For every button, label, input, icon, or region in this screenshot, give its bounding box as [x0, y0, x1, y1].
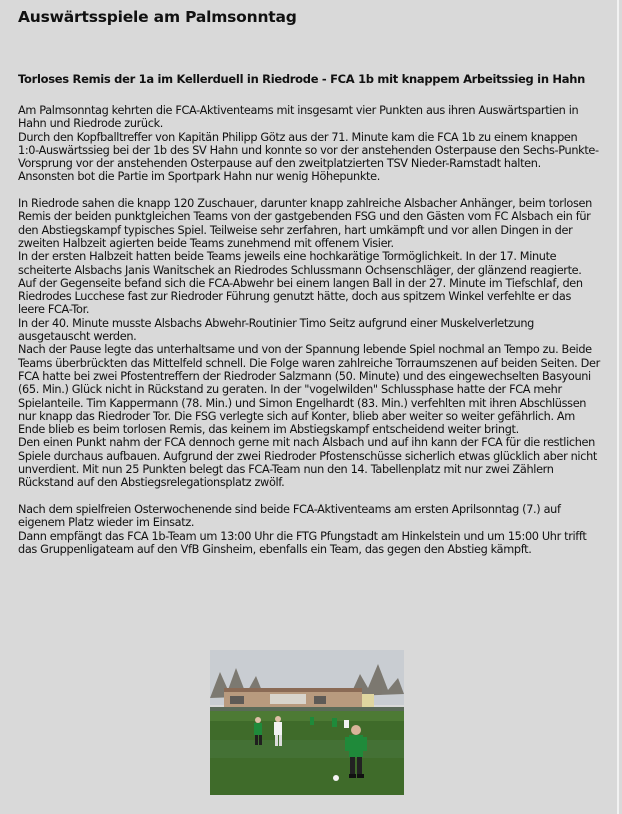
paragraph: Den einen Punkt nahm der FCA dennoch gerne mit nach Alsbach und auf ihn kann der FCA für die restlichen Spiele durchaus aufbauen. Aufgrund der zwei Riedroder Pfostenschüsse sicherlich etwas glücklich aber nicht unverdient. Mit nun 25 Punkten belegt das FCA-Team nun den 14. Tabellenplatz mit nur zwei Zählern Rückstand auf den Abstiegsrelegationsplatz zwölf.	[18, 436, 597, 490]
paragraph: Am Palmsonntag kehrten die FCA-Aktiventeams mit insgesamt vier Punkten aus ihren Auswärtspartien in Hahn und Riedrode zurück.	[18, 104, 579, 131]
paragraph: In Riedrode sahen die knapp 120 Zuschauer, darunter knapp zahlreiche Alsbacher Anhänger, beim torlosen Remis der beiden punktgleichen Teams von der gastgebenden FSG und den Gästen vom FC Alsbach ein für den Abstiegskampf typisches Spiel. Teilweise sehr zerfahren, hart umkämpft und vor allen Dingen in der zweiten Halbzeit agierten beide Teams zunehmend mit offenem Visier.	[18, 197, 592, 250]
paragraph: Nach dem spielfreien Osterwochenende sind beide FCA-Aktiventeams am ersten Aprilsonntag (7.) auf eigenem Platz wieder im Einsatz.	[18, 502, 561, 530]
paragraph-gap	[18, 184, 600, 197]
page-title: Auswärtsspiele am Palmsonntag	[18, 8, 297, 26]
paragraph: Durch den Kopfballtreffer von Kapitän Philipp Götz aus der 71. Minute kam die FCA 1b zu einem knappen 1:0-Auswärtssieg bei der 1b des SV Hahn und konnte so vor der anstehenden Osterpause den Sechs-Punkte-Vorsprung vor der anstehenden Osterpause auf den zweitplatzierten TSV Nieder-Ramstadt halten. Ansonsten bot die Partie im Sportpark Hahn nur wenig Höhepunkte.	[18, 130, 599, 184]
paragraph: In der ersten Halbzeit hatten beide Teams jeweils eine hochkarätige Tormöglichkeit. In der 17. Minute scheiterte Alsbachs Janis Wanitschek an Riedrodes Schlussmann Ochsenschläger, der glänzend reagierte. Auf der Gegenseite befand sich die FCA-Abwehr bei einem langen Ball in der 27. Minute im Tiefschlaf, den Riedrodes Lucchese fast zur Riedroder Führung genutzt hätte, doch aus spitzem Winkel verfehlte er das leere FCA-Tor.	[18, 250, 583, 317]
article-subtitle: Torloses Remis der 1a im Kellerduell in Riedrode - FCA 1b mit knappem Arbeitssieg in Hahn	[18, 72, 585, 86]
page-edge	[617, 0, 619, 814]
paragraph: Dann empfängt das FCA 1b-Team um 13:00 Uhr die FTG Pfungstadt am Hinkelstein und um 15:00 Uhr trifft das Gruppenligateam auf den VfB Ginsheim, ebenfalls ein Team, das gegen den Abstieg kämpft.	[18, 529, 587, 556]
article-body	[18, 104, 600, 556]
paragraph: Nach der Pause legte das unterhaltsame und von der Spannung lebende Spiel nochmal an Tempo zu. Beide Teams überbrückten das Mittelfeld schnell. Die Folge waren zahlreiche Torraumszenen auf beiden Seiten. Der FCA hatte bei zwei Pfostentreffern der Riedroder Salzmann (50. Minute) und des eingewechselten Basyouni (65. Min.) Glück nicht in Rückstand zu geraten. In der "vogelwilden" Schlussphase hatte der FCA mehr Spielanteile. Tim Kappermann (78. Min.) und Simon Engelhardt (83. Min.) verfehlten mit ihren Abschlüssen nur knapp das Riedroder Tor. Die FSG verlegte sich auf Konter, blieb aber weiter so weiter gefährlich. Am Ende blieb es beim torlosen Remis, das keinem im Abstiegskampf entscheidend weiter bringt.	[18, 343, 600, 437]
football-match-photo	[210, 650, 404, 795]
paragraph: In der 40. Minute musste Alsbachs Abwehr-Routinier Timo Seitz aufgrund einer Muskelverletzung ausgetauscht werden.	[18, 316, 534, 344]
paragraph-gap	[18, 490, 600, 503]
article-container	[18, 8, 600, 556]
